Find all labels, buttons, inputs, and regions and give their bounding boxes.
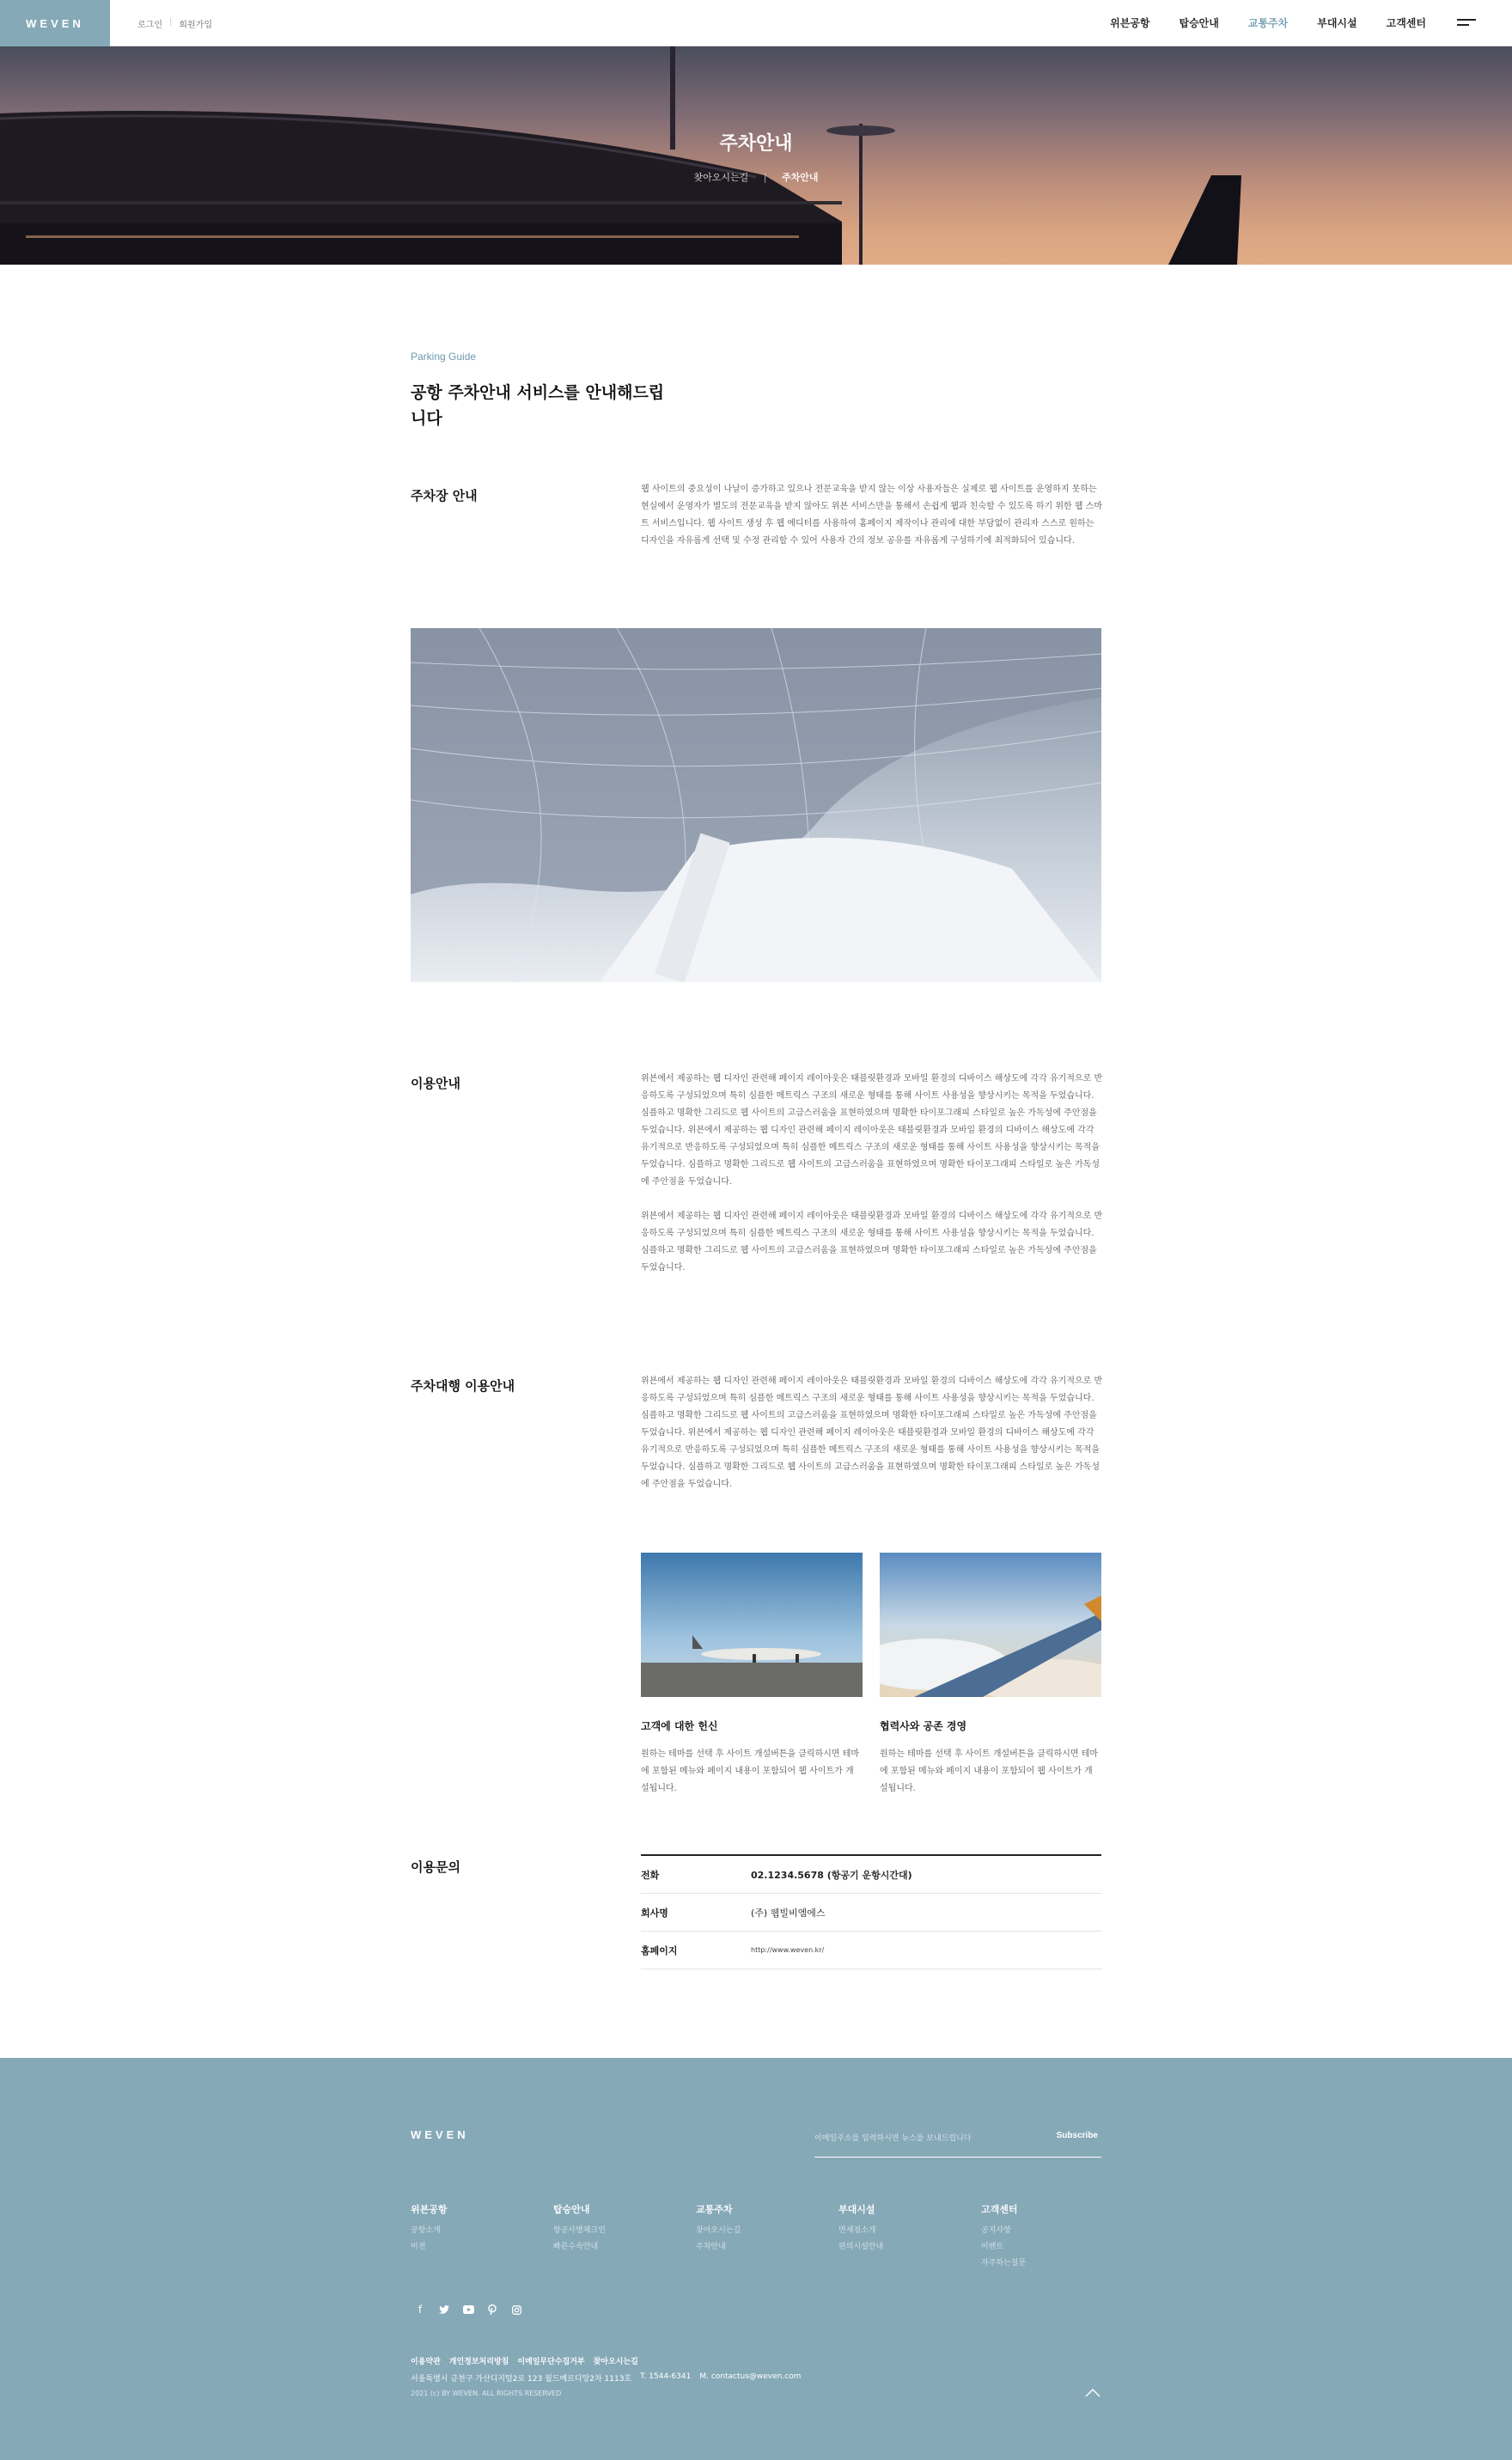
homepage-link[interactable]: http://www.weven.kr/: [751, 1946, 825, 1954]
valet-section-text: 위븐에서 제공하는 웹 디자인 관련해 페이지 레이아웃은 태블릿환경과 모바일 환경의 디바이스 해상도에 각각 유기적으로 반응하도록 구성되었으며 특히 심플한 메트릭스 구조의 새로운 형태를 통해 사이트 사용성을 향상시키는 목적을 두었습니다. 심플하고 명확한 그리드로 웹 사이트의 고급스러움을 표현하였으며 명확한 타이포그래피 스타일로 높은 가독성에 주안점을 두었습니다. 위븐에서 제공하는 웹 디자인 관련해 페이지 레이아웃은 태블릿환경과 모바일 환경의 디바이스 해상도에 각각 유기적으로 반응하도록 구성되었으며 특히 심플한 메트릭스 구조의 새로운 형태를 통해 사이트 사용성을 향상시키는 목적을 두었습니다. 심플하고 명확한 그리드로 웹 사이트의 고급스러움을 표현하였으며 명확한 타이포그래피 스타일로 높은 가독성에 주안점을 두었습니다.: [641, 1377, 1103, 1489]
inquiry-table: [641, 1854, 1101, 1969]
usage-section-text: 위븐에서 제공하는 웹 디자인 관련해 페이지 레이아웃은 태블릿환경과 모바일 환경의 디바이스 해상도에 각각 유기적으로 반응하도록 구성되었으며 특히 심플한 메트릭스 구조의 새로운 형태를 통해 사이트 사용성을 향상시키는 목적을 두었습니다. 심플하고 명확한 그리드로 웹 사이트의 고급스러움을 표현하였으며 명확한 타이포그래피 스타일로 높은 가독성에 주안점을 두었습니다. 위븐에서 제공하는 웹 디자인 관련해 페이지 레이아웃은 태블릿환경과 모바일 환경의 디바이스 해상도에 각각 유기적으로 반응하도록 구성되었으며 특히 심플한 메트릭스 구조의 새로운 형태를 통해 사이트 사용성을 향상시키는 목적을 두었습니다. 심플하고 명확한 그리드로 웹 사이트의 고급스러움을 표현하였으며 명확한 타이포그래피 스타일로 높은 가독성에 주안점을 두었습니다.: [641, 1074, 1103, 1187]
hero-banner: [0, 46, 1512, 265]
social-links: [414, 2304, 522, 2316]
footer-link[interactable]: 빠른수속안내: [553, 2243, 599, 2251]
subscribe-button[interactable]: Subscribe: [1056, 2131, 1098, 2140]
instagram-icon[interactable]: [510, 2304, 522, 2316]
nav-item-boarding[interactable]: 탑승안내: [1179, 17, 1219, 29]
breadcrumb-divider: |: [763, 172, 767, 183]
footer-col-title[interactable]: 고객센터: [981, 2204, 1018, 2215]
footer-col-title[interactable]: 탑승안내: [553, 2204, 590, 2215]
footer-col-transport: [696, 2202, 816, 2256]
footer-logo[interactable]: WEVEN: [411, 2128, 469, 2141]
breadcrumb-item-current: 주차안내: [781, 172, 819, 183]
footer-col-title[interactable]: 부대시설: [838, 2204, 875, 2215]
utility-links: [137, 17, 212, 30]
footer-copyright: 2021 (c) BY WEVEN. ALL RIGHTS RESERVED: [411, 2390, 562, 2397]
footer-col-support: [981, 2202, 1101, 2272]
table-row: [641, 1932, 1101, 1969]
row-label-company: 회사명: [641, 1907, 668, 1919]
page-title: 주차안내: [719, 133, 793, 155]
footer-col-facilities: [838, 2202, 959, 2256]
row-value-phone: 02.1234.5678 (항공기 운항시간대): [751, 1869, 912, 1881]
footer-email: M. contactus@weven.com: [699, 2372, 802, 2381]
card-text-customer: 원하는 테마를 선택 후 사이트 개설버튼을 클릭하시면 테마에 포함된 메뉴와 페이지 내용이 포함되어 웹 사이트가 개설됩니다.: [641, 1749, 860, 1793]
table-row: [641, 1894, 1101, 1932]
card-text-partner: 원하는 테마를 선택 후 사이트 개설버튼을 클릭하시면 테마에 포함된 메뉴와 페이지 내용이 포함되어 웹 사이트가 개설됩니다.: [880, 1749, 1099, 1793]
footer-link[interactable]: 자주하는질문: [981, 2259, 1027, 2268]
footer-link[interactable]: 항공사별체크인: [553, 2226, 606, 2235]
footer-link[interactable]: 이벤트: [981, 2243, 1004, 2251]
nav-item-transport[interactable]: 교통주차: [1247, 17, 1289, 29]
card-title-customer: 고객에 대한 헌신: [641, 1720, 718, 1732]
login-link[interactable]: 로그인: [137, 21, 162, 30]
intro-heading: 공항 주차안내 서비스를 안내해드립니다: [411, 383, 665, 428]
email-policy-link[interactable]: 이메일무단수집거부: [517, 2358, 585, 2366]
site-footer: [0, 2058, 1512, 2460]
signup-link[interactable]: 회원가입: [179, 21, 212, 30]
footer-link[interactable]: 찾아오시는길: [696, 2226, 741, 2235]
terms-link[interactable]: 이용약관: [411, 2358, 441, 2366]
section-subtitle: Parking Guide: [411, 351, 477, 363]
row-label-phone: 전화: [641, 1869, 660, 1881]
row-label-homepage: 홈페이지: [641, 1944, 678, 1956]
nav-item-facilities[interactable]: 부대시설: [1317, 17, 1357, 29]
parking-section-text: 웹 사이트의 중요성이 나날이 증가하고 있으나 전문교육을 받지 않는 이상 사용자들은 실제로 웹 사이트를 운영하지 못하는 현실에서 운영자가 별도의 전문교육을 받지 않아도 위븐 서비스만을 통해서 손쉽게 웹과 친숙할 수 있도록 하기 위한 웹 스마트 서비스입니다. 웹 사이트 생성 후 웹 에디터를 사용하여 홈페이지 제작이나 관리에 대한 부담없이 관리자 스스로 원하는 디자인을 자유롭게 선택 및 수정 관리할 수 있어 사용자 간의 정보 공유를 자유롭게 구성하기에 최적화되어 있습니다.: [641, 485, 1103, 546]
twitter-icon[interactable]: [438, 2304, 450, 2316]
pinterest-icon[interactable]: [486, 2304, 498, 2316]
divider: |: [168, 17, 173, 27]
directions-link[interactable]: 찾아오시는길: [593, 2358, 638, 2366]
nav-item-airport[interactable]: 위븐공항: [1110, 17, 1150, 29]
facebook-icon[interactable]: f: [418, 2304, 423, 2316]
subscribe-form: [814, 2132, 1101, 2158]
scroll-top-chevron-up-icon[interactable]: [1084, 2384, 1101, 2402]
footer-link[interactable]: 공항소개: [411, 2226, 441, 2235]
footer-link[interactable]: 면세점소개: [838, 2226, 876, 2235]
footer-contact: [411, 2372, 801, 2384]
terminal-interior-image: [411, 628, 1101, 982]
footer-col-boarding: [553, 2202, 674, 2256]
footer-link[interactable]: 주차안내: [696, 2243, 726, 2251]
table-row: [641, 1856, 1101, 1894]
valet-section-title: 주차대행 이용안내: [411, 1378, 515, 1394]
row-value-company: (주) 웹빌비엠에스: [751, 1907, 826, 1919]
footer-tel: T. 1544-6341: [640, 2372, 692, 2381]
subscribe-email-input[interactable]: 이메일주소를 입력하시면 뉴스를 보내드립니다: [814, 2134, 972, 2143]
footer-address: 서울특별시 금천구 가산디지털2로 123 월드메르디앙2차 1113호: [411, 2375, 632, 2384]
footer-policy-links: [411, 2355, 638, 2366]
footer-col-title[interactable]: 위븐공항: [411, 2204, 448, 2215]
footer-link[interactable]: 공지사항: [981, 2226, 1011, 2235]
footer-col-airport: [411, 2202, 531, 2256]
breadcrumb-item-directions[interactable]: 찾아오시는길: [693, 172, 749, 183]
card-title-partner: 협력사와 공존 경영: [880, 1720, 967, 1732]
privacy-link[interactable]: 개인정보처리방침: [448, 2358, 509, 2366]
hamburger-menu-icon[interactable]: [1457, 19, 1476, 29]
parking-section-title: 주차장 안내: [411, 488, 478, 504]
hero-terminal-image: [0, 46, 1512, 265]
site-header: [0, 0, 1512, 46]
nav-item-support[interactable]: 고객센터: [1386, 17, 1426, 29]
footer-col-title[interactable]: 교통주차: [696, 2204, 733, 2215]
footer-link[interactable]: 비전: [411, 2243, 426, 2251]
youtube-icon[interactable]: [462, 2304, 474, 2316]
breadcrumb: [0, 170, 1512, 184]
card-image-airplane-ground: [641, 1553, 863, 1697]
inquiry-section-title: 이용문의: [411, 1859, 460, 1875]
usage-section-text-2: 위븐에서 제공하는 웹 디자인 관련해 페이지 레이아웃은 태블릿환경과 모바일 환경의 디바이스 해상도에 각각 유기적으로 반응하도록 구성되었으며 특히 심플한 메트릭스 구조의 새로운 형태를 통해 사이트 사용성을 향상시키는 목적을 두었습니다. 심플하고 명확한 그리드로 웹 사이트의 고급스러움을 표현하였으며 명확한 타이포그래피 스타일로 높은 가독성에 주안점을 두었습니다.: [641, 1212, 1103, 1273]
footer-link[interactable]: 편의시설안내: [838, 2243, 884, 2251]
card-image-airplane-wing: [880, 1553, 1101, 1697]
site-logo[interactable]: WEVEN: [0, 0, 110, 46]
main-nav: [1110, 15, 1426, 30]
usage-section-title: 이용안내: [411, 1076, 460, 1091]
